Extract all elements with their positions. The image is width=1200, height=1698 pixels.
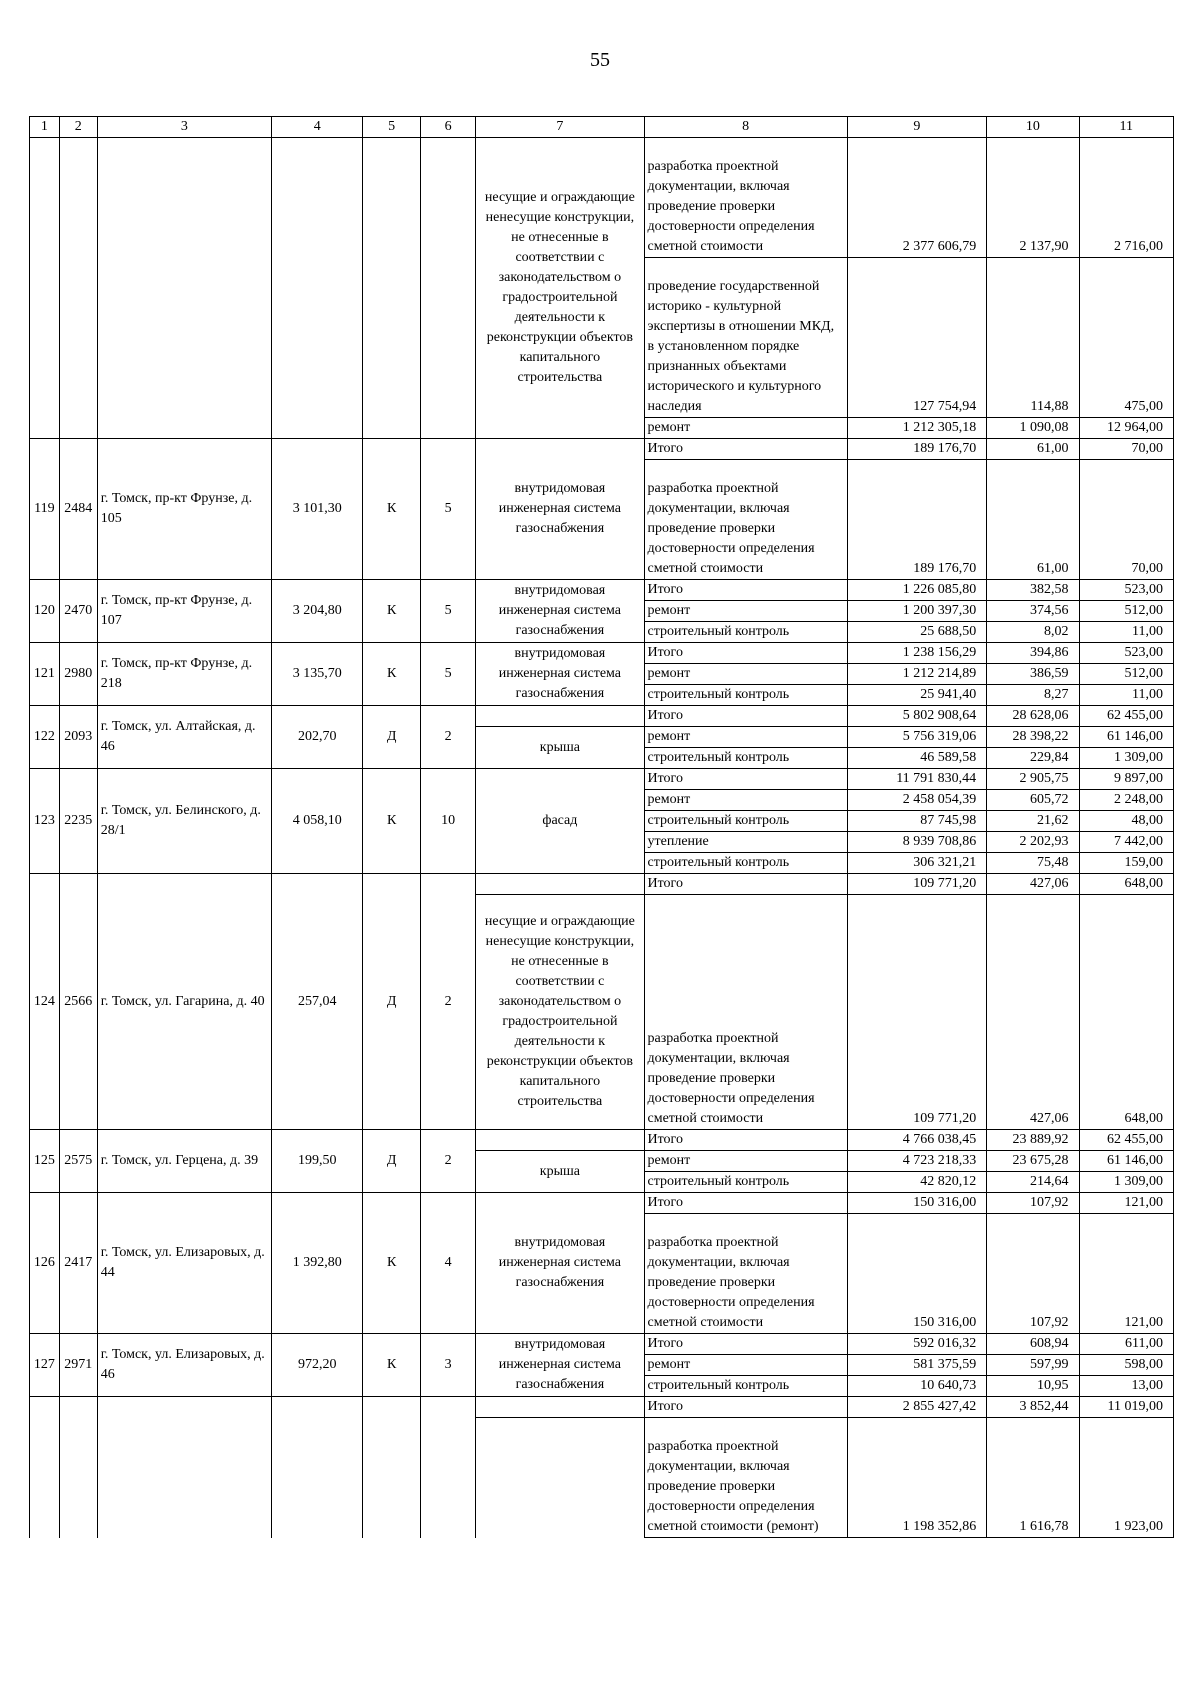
work-item-cell: строительный контроль (644, 685, 847, 706)
address-cell: г. Томск, ул. Герцена, д. 39 (97, 1130, 271, 1193)
limit-cost-cell: 13,00 (1079, 1376, 1173, 1397)
work-item-cell: Итого (644, 874, 847, 895)
address-cell: г. Томск, ул. Гагарина, д. 40 (97, 874, 271, 1130)
header-cell: 7 (476, 117, 644, 138)
unit-cost-cell: 107,92 (987, 1214, 1079, 1334)
row-number-cell: 121 (30, 643, 60, 706)
address-cell: г. Томск, ул. Елизаровых, д. 44 (97, 1193, 271, 1334)
header-cell: 11 (1079, 117, 1173, 138)
unit-cost-cell: 427,06 (987, 895, 1079, 1130)
floors-cell: 2 (420, 706, 475, 769)
work-item-cell: строительный контроль (644, 1172, 847, 1193)
cost-cell: 25 941,40 (847, 685, 987, 706)
limit-cost-cell: 9 897,00 (1079, 769, 1173, 790)
work-item-cell: Итого (644, 1193, 847, 1214)
cost-cell: 46 589,58 (847, 748, 987, 769)
row-number-cell: 120 (30, 580, 60, 643)
cost-cell: 4 723 218,33 (847, 1151, 987, 1172)
address-cell: г. Томск, ул. Алтайская, д. 46 (97, 706, 271, 769)
limit-cost-cell: 512,00 (1079, 664, 1173, 685)
limit-cost-cell: 598,00 (1079, 1355, 1173, 1376)
unit-cost-cell: 61,00 (987, 439, 1079, 460)
work-item-cell: ремонт (644, 1151, 847, 1172)
work-type-cell: внутридомовая инженерная система газоснабжения (476, 580, 644, 643)
cost-cell: 592 016,32 (847, 1334, 987, 1355)
limit-cost-cell: 62 455,00 (1079, 706, 1173, 727)
wall-type-cell: Д (363, 706, 420, 769)
floors-cell: 4 (420, 1193, 475, 1334)
row-number-cell: 124 (30, 874, 60, 1130)
limit-cost-cell: 648,00 (1079, 895, 1173, 1130)
wall-type-cell: К (363, 439, 420, 580)
work-item-cell: ремонт (644, 1355, 847, 1376)
house-id-cell: 2566 (59, 874, 97, 1130)
empty-cell (97, 138, 271, 439)
empty-cell (420, 1397, 475, 1538)
area-cell: 4 058,10 (272, 769, 363, 874)
unit-cost-cell: 23 889,92 (987, 1130, 1079, 1151)
cost-cell: 42 820,12 (847, 1172, 987, 1193)
cost-cell: 1 212 214,89 (847, 664, 987, 685)
limit-cost-cell: 611,00 (1079, 1334, 1173, 1355)
table-row (30, 1397, 1174, 1418)
empty-cell (59, 138, 97, 439)
empty-cell (420, 138, 475, 439)
limit-cost-cell: 1 309,00 (1079, 1172, 1173, 1193)
work-item-cell: строительный контроль (644, 811, 847, 832)
work-item-cell: утепление (644, 832, 847, 853)
work-type-cell: крыша (476, 727, 644, 769)
limit-cost-cell: 61 146,00 (1079, 1151, 1173, 1172)
unit-cost-cell: 2 905,75 (987, 769, 1079, 790)
cost-cell: 5 756 319,06 (847, 727, 987, 748)
cost-cell: 189 176,70 (847, 460, 987, 580)
repair-schedule-table (29, 116, 1174, 1538)
limit-cost-cell: 475,00 (1079, 258, 1173, 418)
empty-cell (272, 1397, 363, 1538)
cost-cell: 306 321,21 (847, 853, 987, 874)
cost-cell: 150 316,00 (847, 1193, 987, 1214)
header-cell: 3 (97, 117, 271, 138)
unit-cost-cell: 10,95 (987, 1376, 1079, 1397)
unit-cost-cell: 1 616,78 (987, 1418, 1079, 1538)
work-item-cell: ремонт (644, 664, 847, 685)
work-item-cell: Итого (644, 439, 847, 460)
unit-cost-cell: 214,64 (987, 1172, 1079, 1193)
unit-cost-cell: 597,99 (987, 1355, 1079, 1376)
limit-cost-cell: 62 455,00 (1079, 1130, 1173, 1151)
limit-cost-cell: 11,00 (1079, 622, 1173, 643)
cost-cell: 150 316,00 (847, 1214, 987, 1334)
work-item-cell: ремонт (644, 601, 847, 622)
limit-cost-cell: 121,00 (1079, 1193, 1173, 1214)
empty-cell (363, 1397, 420, 1538)
limit-cost-cell: 12 964,00 (1079, 418, 1173, 439)
work-item-cell: Итого (644, 1130, 847, 1151)
header-cell: 4 (272, 117, 363, 138)
area-cell: 972,20 (272, 1334, 363, 1397)
empty-cell (476, 1130, 644, 1151)
row-number-cell: 123 (30, 769, 60, 874)
limit-cost-cell: 121,00 (1079, 1214, 1173, 1334)
limit-cost-cell: 1 309,00 (1079, 748, 1173, 769)
area-cell: 3 204,80 (272, 580, 363, 643)
cost-cell: 87 745,98 (847, 811, 987, 832)
wall-type-cell: Д (363, 1130, 420, 1193)
header-cell: 10 (987, 117, 1079, 138)
unit-cost-cell: 8,02 (987, 622, 1079, 643)
unit-cost-cell: 107,92 (987, 1193, 1079, 1214)
work-item-cell: строительный контроль (644, 622, 847, 643)
header-cell: 5 (363, 117, 420, 138)
work-item-cell: Итого (644, 1334, 847, 1355)
work-item-cell: строительный контроль (644, 853, 847, 874)
address-cell: г. Томск, пр-кт Фрунзе, д. 105 (97, 439, 271, 580)
header-cell: 1 (30, 117, 60, 138)
empty-cell (363, 138, 420, 439)
wall-type-cell: К (363, 580, 420, 643)
house-id-cell: 2093 (59, 706, 97, 769)
page-number: 55 (590, 49, 610, 71)
cost-cell: 109 771,20 (847, 874, 987, 895)
area-cell: 202,70 (272, 706, 363, 769)
work-item-cell: Итого (644, 769, 847, 790)
cost-cell: 5 802 908,64 (847, 706, 987, 727)
work-item-cell: разработка проектной документации, включая проведение проверки достоверности определения сметной стоимости (644, 1214, 847, 1334)
cost-cell: 2 377 606,79 (847, 138, 987, 258)
area-cell: 257,04 (272, 874, 363, 1130)
limit-cost-cell: 7 442,00 (1079, 832, 1173, 853)
work-type-cell: внутридомовая инженерная система газоснабжения (476, 1193, 644, 1334)
limit-cost-cell: 48,00 (1079, 811, 1173, 832)
unit-cost-cell: 427,06 (987, 874, 1079, 895)
wall-type-cell: К (363, 769, 420, 874)
table-row (30, 706, 1174, 727)
floors-cell: 3 (420, 1334, 475, 1397)
row-number-cell: 122 (30, 706, 60, 769)
house-id-cell: 2980 (59, 643, 97, 706)
work-type-cell: внутридомовая инженерная система газоснабжения (476, 1334, 644, 1397)
limit-cost-cell: 70,00 (1079, 460, 1173, 580)
unit-cost-cell: 605,72 (987, 790, 1079, 811)
floors-cell: 5 (420, 643, 475, 706)
cost-cell: 581 375,59 (847, 1355, 987, 1376)
work-type-cell: внутридомовая инженерная система газоснабжения (476, 643, 644, 706)
empty-cell (30, 1397, 60, 1538)
cost-cell: 2 458 054,39 (847, 790, 987, 811)
work-item-cell: ремонт (644, 727, 847, 748)
house-id-cell: 2470 (59, 580, 97, 643)
work-item-cell: Итого (644, 643, 847, 664)
limit-cost-cell: 1 923,00 (1079, 1418, 1173, 1538)
wall-type-cell: К (363, 1193, 420, 1334)
unit-cost-cell: 374,56 (987, 601, 1079, 622)
header-cell: 6 (420, 117, 475, 138)
wall-type-cell: К (363, 1334, 420, 1397)
cost-cell: 1 198 352,86 (847, 1418, 987, 1538)
address-cell: г. Томск, ул. Белинского, д. 28/1 (97, 769, 271, 874)
cost-cell: 189 176,70 (847, 439, 987, 460)
work-item-cell: Итого (644, 706, 847, 727)
limit-cost-cell: 159,00 (1079, 853, 1173, 874)
work-item-cell: строительный контроль (644, 748, 847, 769)
cost-cell: 10 640,73 (847, 1376, 987, 1397)
empty-cell (272, 138, 363, 439)
cost-cell: 1 238 156,29 (847, 643, 987, 664)
work-item-cell: Итого (644, 580, 847, 601)
address-cell: г. Томск, ул. Елизаровых, д. 46 (97, 1334, 271, 1397)
table-row (30, 769, 1174, 790)
work-type-cell: внутридомовая инженерная система газоснабжения (476, 439, 644, 580)
empty-cell (59, 1397, 97, 1538)
work-item-cell: ремонт (644, 790, 847, 811)
empty-cell (476, 874, 644, 895)
column-number-row (30, 117, 1174, 138)
area-cell: 199,50 (272, 1130, 363, 1193)
header-cell: 8 (644, 117, 847, 138)
work-item-cell: строительный контроль (644, 1376, 847, 1397)
work-type-cell: несущие и ограждающие ненесущие конструкции, не отнесенные в соответствии с законодательством о градостроительной деятельности к реконструкции объектов капитального строительства (476, 138, 644, 439)
empty-cell (30, 138, 60, 439)
work-item-cell: разработка проектной документации, включая проведение проверки достоверности определения сметной стоимости (644, 460, 847, 580)
table-row (30, 874, 1174, 895)
cost-cell: 1 200 397,30 (847, 601, 987, 622)
unit-cost-cell: 23 675,28 (987, 1151, 1079, 1172)
floors-cell: 2 (420, 874, 475, 1130)
table-row (30, 580, 1174, 601)
cost-cell: 1 226 085,80 (847, 580, 987, 601)
cost-cell: 8 939 708,86 (847, 832, 987, 853)
address-cell: г. Томск, пр-кт Фрунзе, д. 218 (97, 643, 271, 706)
house-id-cell: 2417 (59, 1193, 97, 1334)
table-row (30, 439, 1174, 460)
table-row (30, 138, 1174, 258)
cost-cell: 109 771,20 (847, 895, 987, 1130)
work-item-cell: ремонт (644, 418, 847, 439)
row-number-cell: 119 (30, 439, 60, 580)
work-item-cell: проведение государственной историко - культурной экспертизы в отношении МКД, в установленном порядке признанных объектами исторического и культурного наследия (644, 258, 847, 418)
limit-cost-cell: 523,00 (1079, 643, 1173, 664)
unit-cost-cell: 3 852,44 (987, 1397, 1079, 1418)
limit-cost-cell: 11 019,00 (1079, 1397, 1173, 1418)
limit-cost-cell: 11,00 (1079, 685, 1173, 706)
unit-cost-cell: 114,88 (987, 258, 1079, 418)
cost-cell: 4 766 038,45 (847, 1130, 987, 1151)
limit-cost-cell: 61 146,00 (1079, 727, 1173, 748)
cost-cell: 11 791 830,44 (847, 769, 987, 790)
limit-cost-cell: 2 248,00 (1079, 790, 1173, 811)
work-item-cell: разработка проектной документации, включая проведение проверки достоверности определения сметной стоимости (ремонт) (644, 1418, 847, 1538)
unit-cost-cell: 229,84 (987, 748, 1079, 769)
row-number-cell: 125 (30, 1130, 60, 1193)
limit-cost-cell: 512,00 (1079, 601, 1173, 622)
area-cell: 3 101,30 (272, 439, 363, 580)
unit-cost-cell: 1 090,08 (987, 418, 1079, 439)
header-cell: 2 (59, 117, 97, 138)
house-id-cell: 2484 (59, 439, 97, 580)
floors-cell: 2 (420, 1130, 475, 1193)
table-row (30, 643, 1174, 664)
work-type-cell: крыша (476, 1151, 644, 1193)
table-row (30, 1130, 1174, 1151)
address-cell: г. Томск, пр-кт Фрунзе, д. 107 (97, 580, 271, 643)
work-item-cell: Итого (644, 1397, 847, 1418)
row-number-cell: 127 (30, 1334, 60, 1397)
unit-cost-cell: 394,86 (987, 643, 1079, 664)
floors-cell: 5 (420, 580, 475, 643)
house-id-cell: 2235 (59, 769, 97, 874)
table-row (30, 1334, 1174, 1355)
unit-cost-cell: 61,00 (987, 460, 1079, 580)
cost-cell: 25 688,50 (847, 622, 987, 643)
work-item-cell: разработка проектной документации, включая проведение проверки достоверности определения сметной стоимости (644, 138, 847, 258)
unit-cost-cell: 28 398,22 (987, 727, 1079, 748)
cost-cell: 2 855 427,42 (847, 1397, 987, 1418)
wall-type-cell: Д (363, 874, 420, 1130)
limit-cost-cell: 648,00 (1079, 874, 1173, 895)
cost-cell: 1 212 305,18 (847, 418, 987, 439)
floors-cell: 10 (420, 769, 475, 874)
header-cell: 9 (847, 117, 987, 138)
table-row (30, 1193, 1174, 1214)
house-id-cell: 2575 (59, 1130, 97, 1193)
row-number-cell: 126 (30, 1193, 60, 1334)
empty-cell (476, 1418, 644, 1538)
unit-cost-cell: 608,94 (987, 1334, 1079, 1355)
empty-cell (476, 1397, 644, 1418)
unit-cost-cell: 2 137,90 (987, 138, 1079, 258)
work-item-cell: разработка проектной документации, включая проведение проверки достоверности определения сметной стоимости (644, 895, 847, 1130)
unit-cost-cell: 2 202,93 (987, 832, 1079, 853)
limit-cost-cell: 70,00 (1079, 439, 1173, 460)
cost-cell: 127 754,94 (847, 258, 987, 418)
unit-cost-cell: 21,62 (987, 811, 1079, 832)
wall-type-cell: К (363, 643, 420, 706)
empty-cell (97, 1397, 271, 1538)
limit-cost-cell: 523,00 (1079, 580, 1173, 601)
unit-cost-cell: 386,59 (987, 664, 1079, 685)
area-cell: 1 392,80 (272, 1193, 363, 1334)
floors-cell: 5 (420, 439, 475, 580)
empty-cell (476, 706, 644, 727)
unit-cost-cell: 28 628,06 (987, 706, 1079, 727)
limit-cost-cell: 2 716,00 (1079, 138, 1173, 258)
unit-cost-cell: 382,58 (987, 580, 1079, 601)
unit-cost-cell: 75,48 (987, 853, 1079, 874)
work-type-cell: несущие и ограждающие ненесущие конструкции, не отнесенные в соответствии с законодательством о градостроительной деятельности к реконструкции объектов капитального строительства (476, 895, 644, 1130)
unit-cost-cell: 8,27 (987, 685, 1079, 706)
work-type-cell: фасад (476, 769, 644, 874)
house-id-cell: 2971 (59, 1334, 97, 1397)
area-cell: 3 135,70 (272, 643, 363, 706)
